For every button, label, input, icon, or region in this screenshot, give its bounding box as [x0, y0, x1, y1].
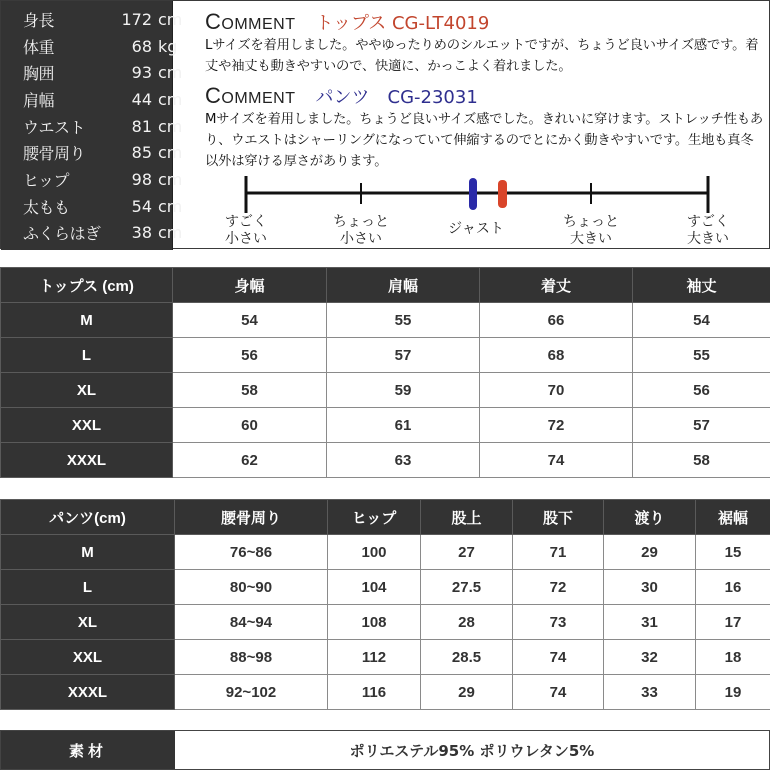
pants-fit-marker	[469, 178, 477, 210]
size-cell: M	[1, 535, 175, 570]
scale-label-slightly-small	[321, 214, 401, 248]
value-cell: 30	[604, 570, 696, 605]
comments	[205, 9, 765, 172]
value-cell: 71	[513, 535, 604, 570]
material-label: 素材	[1, 731, 175, 769]
value-cell: 92~102	[175, 675, 328, 710]
measure-value: 44	[131, 89, 152, 109]
value-cell: 54	[633, 303, 770, 338]
value-cell: 70	[480, 373, 633, 408]
value-cell: 27	[421, 535, 513, 570]
measure-label: 腰骨周り	[23, 144, 86, 164]
measure-unit: cm	[158, 143, 183, 163]
measure-unit: cm	[158, 9, 183, 29]
scale-label-line: ちょっと	[333, 214, 389, 230]
table-row	[1, 675, 770, 710]
measure-unit: kg	[158, 36, 178, 56]
header-cell: 股下	[513, 500, 604, 535]
value-cell: 28.5	[421, 640, 513, 675]
tops-size-table	[0, 267, 770, 478]
value-cell: 58	[173, 373, 327, 408]
measure-unit: cm	[158, 223, 183, 243]
table-row	[1, 338, 770, 373]
value-cell: 62	[173, 443, 327, 478]
measure-label: ふくらはぎ	[23, 224, 101, 244]
table-row	[1, 535, 770, 570]
tops-product-name: トップス CG-LT4019	[315, 13, 490, 34]
measure-label: ヒップ	[23, 170, 70, 190]
measure-label: 胸囲	[23, 64, 55, 84]
measure-value: 85	[131, 143, 152, 163]
header-cell: ヒップ	[328, 500, 421, 535]
value-cell: 28	[421, 605, 513, 640]
size-cell: XL	[1, 373, 173, 408]
header-cell: 着丈	[480, 268, 633, 303]
measure-value: 54	[131, 196, 152, 216]
scale-label-line: 大きい	[687, 231, 729, 247]
measure-label: 太もも	[23, 197, 70, 217]
model-comment-panel	[0, 0, 770, 249]
tops-comment-heading	[205, 9, 765, 35]
table-row	[1, 640, 770, 675]
model-row	[1, 166, 183, 193]
model-row	[1, 59, 183, 86]
value-cell: 63	[327, 443, 480, 478]
scale-label-very-large	[668, 214, 748, 248]
header-cell: トップス (cm)	[1, 268, 173, 303]
value-cell: 116	[328, 675, 421, 710]
measure-unit: cm	[158, 196, 183, 216]
model-row	[1, 139, 183, 166]
header-cell: 裾幅	[696, 500, 770, 535]
table-header-row	[1, 500, 770, 535]
value-cell: 17	[696, 605, 770, 640]
value-cell: 18	[696, 640, 770, 675]
value-cell: 100	[328, 535, 421, 570]
size-cell: XXXL	[1, 443, 173, 478]
value-cell: 29	[604, 535, 696, 570]
value-cell: 55	[327, 303, 480, 338]
comment-title-rest: OMMENT	[221, 90, 296, 107]
header-cell: 腰骨周り	[175, 500, 328, 535]
header-cell: 肩幅	[327, 268, 480, 303]
material-row	[0, 730, 770, 770]
value-cell: 33	[604, 675, 696, 710]
model-row	[1, 193, 183, 220]
table-row	[1, 605, 770, 640]
header-cell: 袖丈	[633, 268, 770, 303]
value-cell: 55	[633, 338, 770, 373]
pants-size-table	[0, 499, 770, 710]
measure-value: 93	[131, 63, 152, 83]
header-cell: 身幅	[173, 268, 327, 303]
size-cell: XXL	[1, 408, 173, 443]
comment-title-initial: C	[205, 83, 222, 108]
model-row	[1, 113, 183, 140]
scale-label-line: ちょっと	[563, 214, 619, 230]
value-cell: 112	[328, 640, 421, 675]
model-row	[1, 6, 183, 33]
scale-label-very-small	[206, 214, 286, 248]
comment-title	[205, 83, 296, 109]
scale-label-slightly-large	[551, 214, 631, 248]
value-cell: 58	[633, 443, 770, 478]
comment-title-initial: C	[205, 9, 222, 34]
value-cell: 74	[513, 640, 604, 675]
pants-product-name: パンツ CG-23031	[315, 87, 478, 108]
header-cell: 渡り	[604, 500, 696, 535]
scale-label-line: 大きい	[570, 231, 612, 247]
measure-value: 172	[121, 9, 152, 29]
value-cell: 66	[480, 303, 633, 338]
measure-unit: cm	[158, 116, 183, 136]
pants-comment-text: Mサイズを着用しました。ちょうど良いサイズ感でした。きれいに穿けます。ストレッチ性もあり、ウエストはシャーリングになっていて伸縮するのでとにかく動きやすいです。生地も真冬以外は穿ける厚さがあります。	[205, 112, 764, 169]
measure-value: 98	[131, 169, 152, 189]
value-cell: 108	[328, 605, 421, 640]
value-cell: 61	[327, 408, 480, 443]
table-row	[1, 443, 770, 478]
value-cell: 76~86	[175, 535, 328, 570]
model-row	[1, 86, 183, 113]
value-cell: 29	[421, 675, 513, 710]
scale-label-line: 小さい	[225, 231, 267, 247]
table-header-row	[1, 268, 770, 303]
measure-value: 38	[131, 223, 152, 243]
model-row	[1, 33, 178, 60]
value-cell: 73	[513, 605, 604, 640]
comment-title-rest: OMMENT	[221, 16, 296, 33]
value-cell: 57	[327, 338, 480, 373]
value-cell: 57	[633, 408, 770, 443]
value-cell: 31	[604, 605, 696, 640]
value-cell: 16	[696, 570, 770, 605]
size-cell: XXXL	[1, 675, 175, 710]
scale-label-line: 小さい	[340, 231, 382, 247]
value-cell: 27.5	[421, 570, 513, 605]
value-cell: 74	[513, 675, 604, 710]
table-row	[1, 373, 770, 408]
scale-label-line: すごく	[225, 214, 267, 230]
scale-label-line: ジャスト	[448, 221, 504, 237]
measure-label: 肩幅	[23, 90, 55, 110]
value-cell: 60	[173, 408, 327, 443]
value-cell: 84~94	[175, 605, 328, 640]
pants-comment-heading	[205, 83, 765, 109]
value-cell: 88~98	[175, 640, 328, 675]
tops-comment-text: Lサイズを着用しました。ややゆったりめのシルエットですが、ちょうど良いサイズ感です。着丈や袖丈も動きやすいので、快適に、かっこよく着れました。	[205, 38, 759, 74]
value-cell: 74	[480, 443, 633, 478]
scale-label-line: すごく	[687, 214, 729, 230]
measure-label: 体重	[23, 37, 55, 57]
measure-label: 身長	[23, 10, 55, 30]
value-cell: 68	[480, 338, 633, 373]
size-cell: XXL	[1, 640, 175, 675]
measure-value: 81	[131, 116, 152, 136]
measure-value: 68	[131, 36, 152, 56]
model-row	[1, 220, 183, 247]
value-cell: 56	[633, 373, 770, 408]
value-cell: 56	[173, 338, 327, 373]
measure-label: ウエスト	[23, 117, 86, 137]
measure-unit: cm	[158, 89, 183, 109]
value-cell: 32	[604, 640, 696, 675]
model-measurements	[1, 1, 183, 250]
value-cell: 59	[327, 373, 480, 408]
header-cell: 股上	[421, 500, 513, 535]
size-cell: M	[1, 303, 173, 338]
fit-scale	[173, 171, 769, 249]
size-cell: XL	[1, 605, 175, 640]
material-value: ポリエステル95% ポリウレタン5%	[175, 731, 769, 769]
value-cell: 72	[513, 570, 604, 605]
header-cell: パンツ(cm)	[1, 500, 175, 535]
size-cell: L	[1, 570, 175, 605]
measure-unit: cm	[158, 169, 183, 189]
value-cell: 72	[480, 408, 633, 443]
table-row	[1, 408, 770, 443]
scale-label-just	[436, 221, 516, 238]
tops-fit-marker	[498, 180, 507, 208]
table-row	[1, 303, 770, 338]
value-cell: 104	[328, 570, 421, 605]
measure-unit: cm	[158, 63, 183, 83]
value-cell: 15	[696, 535, 770, 570]
value-cell: 54	[173, 303, 327, 338]
comment-title	[205, 9, 296, 35]
table-row	[1, 570, 770, 605]
value-cell: 19	[696, 675, 770, 710]
value-cell: 80~90	[175, 570, 328, 605]
size-cell: L	[1, 338, 173, 373]
